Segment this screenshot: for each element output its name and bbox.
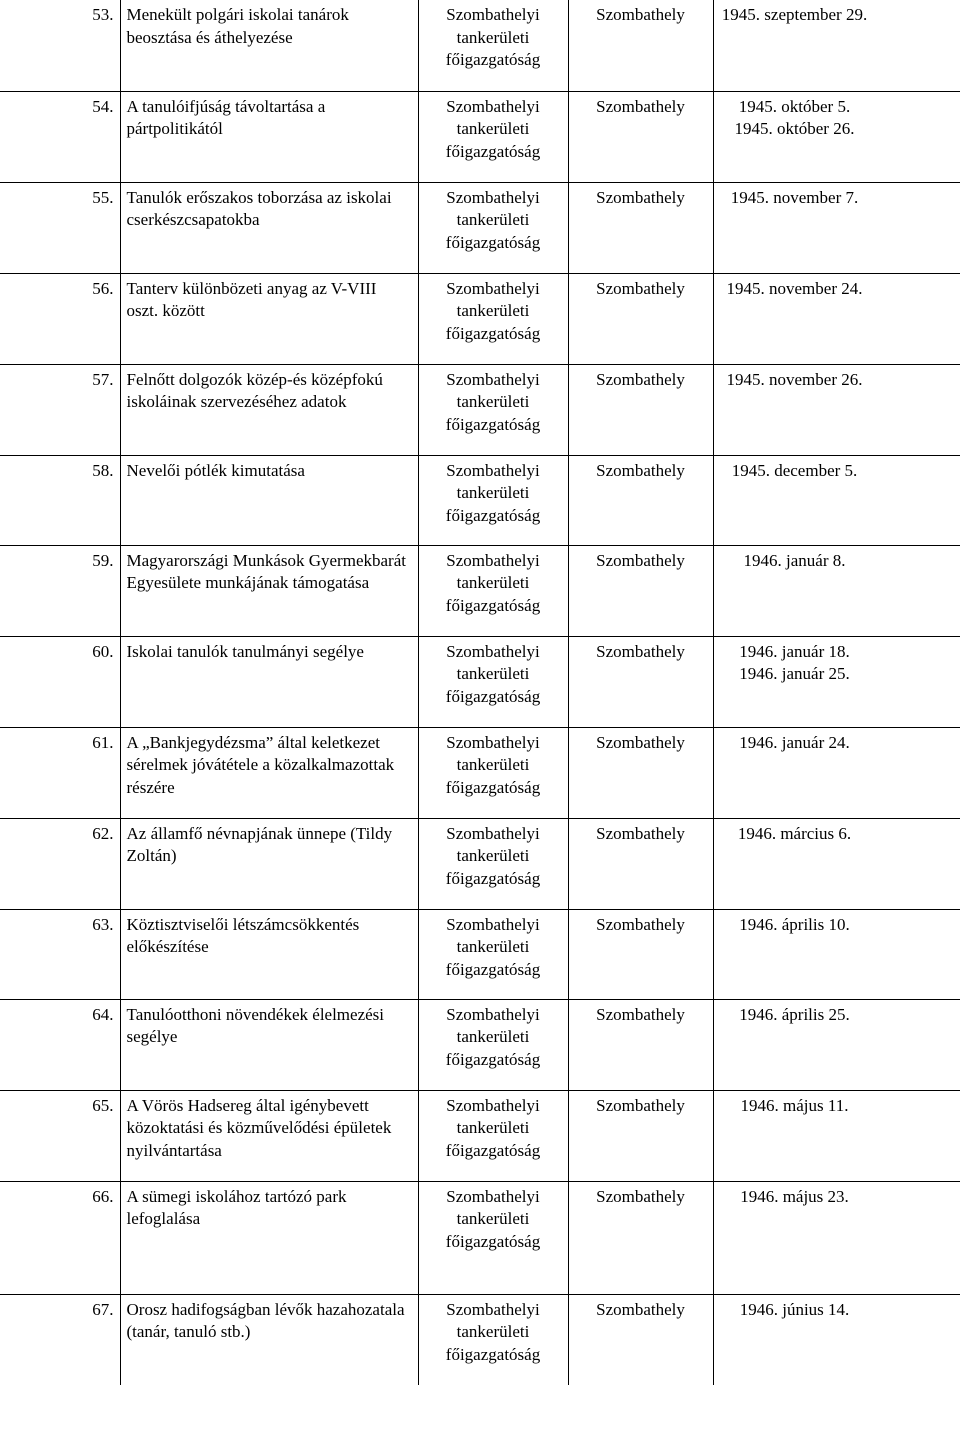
- authority-line: tankerületi: [456, 1118, 530, 1137]
- authority-line: főigazgatóság: [445, 50, 541, 69]
- row-subject: Tanulók erőszakos toborzása az iskolai cserkészcsapatokba: [120, 182, 418, 273]
- row-dates: [713, 364, 960, 455]
- row-location: Szombathely: [568, 818, 713, 909]
- authority-line: tankerületi: [456, 664, 530, 683]
- row-authority: [418, 1090, 568, 1181]
- row-number: 58.: [0, 455, 120, 545]
- authority-line: tankerületi: [456, 937, 530, 956]
- row-location: Szombathely: [568, 999, 713, 1090]
- authority-line: főigazgatóság: [445, 595, 541, 615]
- authority-line: tankerületi: [456, 846, 530, 865]
- authority-line: Szombathelyi: [446, 1004, 540, 1024]
- authority-line: tankerületi: [456, 755, 530, 774]
- table-row: [0, 545, 960, 636]
- row-authority: [418, 1294, 568, 1385]
- row-number: 61.: [0, 727, 120, 818]
- date-entry: 1945. november 7.: [730, 187, 859, 207]
- row-number: 65.: [0, 1090, 120, 1181]
- row-location: Szombathely: [568, 909, 713, 999]
- row-authority: [418, 999, 568, 1090]
- row-authority: [418, 364, 568, 455]
- row-authority: [418, 818, 568, 909]
- date-entry: 1946. január 18.: [739, 641, 850, 661]
- row-number: 56.: [0, 273, 120, 364]
- table-row: [0, 364, 960, 455]
- authority-line: főigazgatóság: [445, 141, 541, 161]
- row-authority: [418, 727, 568, 818]
- authority-line: Szombathelyi: [446, 1095, 540, 1115]
- row-dates: [713, 455, 960, 545]
- row-number: 55.: [0, 182, 120, 273]
- row-dates: [713, 999, 960, 1090]
- row-dates: [713, 636, 960, 727]
- authority-line: tankerületi: [456, 573, 530, 592]
- authority-line: Szombathelyi: [446, 278, 540, 298]
- date-entry: 1945. október 26.: [734, 119, 855, 138]
- row-location: Szombathely: [568, 1090, 713, 1181]
- row-authority: [418, 0, 568, 91]
- date-entry: 1946. június 14.: [739, 1299, 850, 1319]
- row-subject: Iskolai tanulók tanulmányi segélye: [120, 636, 418, 727]
- authority-line: tankerületi: [456, 27, 530, 47]
- row-dates: [713, 1181, 960, 1294]
- row-subject: A „Bankjegydézsma” által keletkezet sérelmek jóvátétele a közalkalmazottak részére: [120, 727, 418, 818]
- row-number: 59.: [0, 545, 120, 636]
- row-location: Szombathely: [568, 636, 713, 727]
- date-entry: 1945. december 5.: [731, 460, 858, 480]
- table-row: [0, 0, 960, 91]
- authority-line: tankerületi: [456, 483, 530, 502]
- table-row: [0, 1090, 960, 1181]
- authority-line: Szombathelyi: [446, 732, 540, 752]
- row-authority: [418, 182, 568, 273]
- authority-line: Szombathelyi: [446, 914, 540, 934]
- authority-line: Szombathelyi: [446, 823, 540, 843]
- row-dates: [713, 727, 960, 818]
- row-dates: [713, 91, 960, 182]
- row-authority: [418, 545, 568, 636]
- row-dates: [713, 1090, 960, 1181]
- authority-line: tankerületi: [456, 210, 530, 229]
- authority-line: főigazgatóság: [445, 1140, 541, 1160]
- row-location: Szombathely: [568, 455, 713, 545]
- authority-line: Szombathelyi: [446, 187, 540, 207]
- authority-line: főigazgatóság: [445, 232, 541, 252]
- table-row: [0, 818, 960, 909]
- row-subject: Menekült polgári iskolai tanárok beosztása és áthelyezése: [120, 0, 418, 91]
- date-entry: 1946. március 6.: [737, 823, 852, 843]
- authority-line: Szombathelyi: [446, 1186, 540, 1206]
- row-subject: Felnőtt dolgozók közép-és középfokú iskoláinak szervezéséhez adatok: [120, 364, 418, 455]
- date-entry: 1946. május 11.: [740, 1095, 849, 1115]
- row-location: Szombathely: [568, 0, 713, 91]
- authority-line: főigazgatóság: [445, 777, 541, 797]
- row-number: 63.: [0, 909, 120, 999]
- row-subject: Az államfő névnapjának ünnepe (Tildy Zoltán): [120, 818, 418, 909]
- row-subject: A Vörös Hadsereg által igénybevett közoktatási és közművelődési épületek nyilvántartása: [120, 1090, 418, 1181]
- row-dates: [713, 909, 960, 999]
- row-dates: [713, 273, 960, 364]
- row-subject: Orosz hadifogságban lévők hazahozatala (tanár, tanuló stb.): [120, 1294, 418, 1385]
- row-subject: Nevelői pótlék kimutatása: [120, 455, 418, 545]
- row-subject: A sümegi iskolához tartózó park lefoglalása: [120, 1181, 418, 1294]
- authority-line: Szombathelyi: [446, 641, 540, 661]
- row-number: 53.: [0, 0, 120, 91]
- authority-line: főigazgatóság: [445, 868, 541, 888]
- row-authority: [418, 909, 568, 999]
- authority-line: Szombathelyi: [446, 550, 540, 570]
- table-row: [0, 727, 960, 818]
- authority-line: főigazgatóság: [445, 323, 541, 343]
- date-entry: 1945. október 5.: [738, 96, 851, 116]
- row-subject: Magyarországi Munkások Gyermekbarát Egyesülete munkájának támogatása: [120, 545, 418, 636]
- row-subject: Tanulóotthoni növendékek élelmezési segélye: [120, 999, 418, 1090]
- row-location: Szombathely: [568, 1181, 713, 1294]
- row-authority: [418, 273, 568, 364]
- authority-line: tankerületi: [456, 392, 530, 411]
- row-authority: [418, 636, 568, 727]
- row-number: 57.: [0, 364, 120, 455]
- table-row: [0, 999, 960, 1090]
- row-location: Szombathely: [568, 91, 713, 182]
- authority-line: tankerületi: [456, 301, 530, 320]
- table-row: [0, 1294, 960, 1385]
- authority-line: főigazgatóság: [445, 1231, 541, 1251]
- row-number: 66.: [0, 1181, 120, 1294]
- date-entry: 1946. január 25.: [739, 664, 850, 683]
- table-row: [0, 91, 960, 182]
- table-row: [0, 1181, 960, 1294]
- date-entry: 1945. szeptember 29.: [721, 5, 868, 24]
- authority-line: tankerületi: [456, 119, 530, 138]
- authority-line: főigazgatóság: [445, 414, 541, 434]
- table-row: [0, 909, 960, 999]
- row-location: Szombathely: [568, 1294, 713, 1385]
- date-entry: 1946. május 23.: [740, 1186, 849, 1206]
- date-entry: 1946. április 25.: [739, 1004, 850, 1024]
- authority-line: főigazgatóság: [445, 1049, 541, 1069]
- authority-line: tankerületi: [456, 1027, 530, 1046]
- row-dates: [713, 545, 960, 636]
- row-authority: [418, 91, 568, 182]
- authority-line: Szombathelyi: [446, 1299, 540, 1319]
- row-dates: [713, 0, 960, 91]
- table-row: [0, 182, 960, 273]
- row-location: Szombathely: [568, 545, 713, 636]
- row-location: Szombathely: [568, 273, 713, 364]
- date-entry: 1946. január 8.: [743, 550, 846, 570]
- row-authority: [418, 1181, 568, 1294]
- row-subject: A tanulóifjúság távoltartása a pártpolitikától: [120, 91, 418, 182]
- authority-line: Szombathelyi: [446, 460, 540, 480]
- authority-line: Szombathelyi: [446, 96, 540, 116]
- row-number: 54.: [0, 91, 120, 182]
- authority-line: főigazgatóság: [445, 1344, 541, 1364]
- authority-line: főigazgatóság: [445, 959, 541, 979]
- row-number: 62.: [0, 818, 120, 909]
- table-row: [0, 636, 960, 727]
- date-entry: 1946. január 24.: [739, 732, 850, 752]
- date-entry: 1946. április 10.: [739, 914, 850, 934]
- authority-line: Szombathelyi: [446, 5, 540, 24]
- table-row: [0, 273, 960, 364]
- authority-line: tankerületi: [456, 1209, 530, 1228]
- row-dates: [713, 182, 960, 273]
- row-number: 64.: [0, 999, 120, 1090]
- date-entry: 1945. november 24.: [726, 278, 863, 298]
- date-entry: 1945. november 26.: [726, 369, 863, 389]
- row-number: 60.: [0, 636, 120, 727]
- authority-line: főigazgatóság: [445, 686, 541, 706]
- row-authority: [418, 455, 568, 545]
- row-number: 67.: [0, 1294, 120, 1385]
- row-subject: Köztisztviselői létszámcsökkentés előkészítése: [120, 909, 418, 999]
- row-location: Szombathely: [568, 364, 713, 455]
- authority-line: Szombathelyi: [446, 369, 540, 389]
- row-location: Szombathely: [568, 727, 713, 818]
- row-subject: Tanterv különbözeti anyag az V-VIII oszt. között: [120, 273, 418, 364]
- row-location: Szombathely: [568, 182, 713, 273]
- row-dates: [713, 1294, 960, 1385]
- authority-line: tankerületi: [456, 1322, 530, 1341]
- table-row: [0, 455, 960, 545]
- authority-line: főigazgatóság: [445, 505, 541, 525]
- row-dates: [713, 818, 960, 909]
